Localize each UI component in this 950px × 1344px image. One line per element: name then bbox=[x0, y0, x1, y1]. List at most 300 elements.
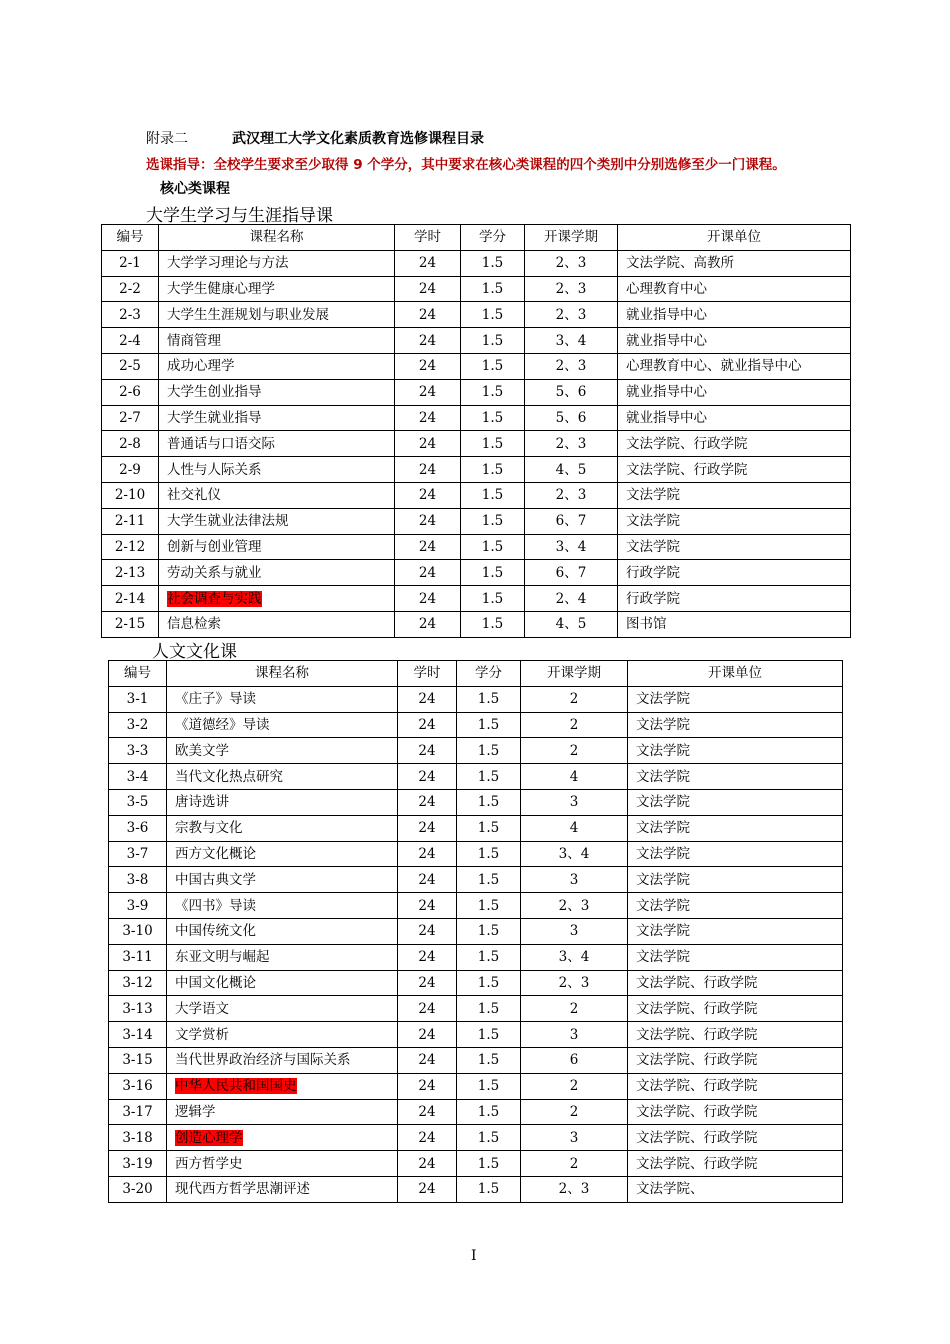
course-unit: 文法学院 bbox=[636, 794, 690, 811]
column-header-course-name: 课程名称 bbox=[159, 225, 395, 251]
table-row bbox=[109, 841, 843, 867]
table-row bbox=[109, 686, 843, 712]
course-unit: 文法学院 bbox=[636, 897, 690, 914]
course-id: 2-1 bbox=[119, 255, 141, 272]
course-credits: 1.5 bbox=[477, 923, 500, 940]
column-header-course-hours: 学时 bbox=[398, 661, 457, 687]
course-id-cell bbox=[109, 1022, 167, 1048]
course-term: 2、3 bbox=[555, 487, 587, 504]
course-unit-cell bbox=[618, 482, 851, 508]
course-unit-cell bbox=[628, 1125, 843, 1151]
course-unit-cell bbox=[628, 764, 843, 790]
column-header-course-unit: 开课单位 bbox=[628, 661, 843, 687]
course-hours-cell bbox=[398, 1099, 457, 1125]
course-hours: 24 bbox=[418, 461, 437, 478]
course-unit: 心理教育中心、就业指导中心 bbox=[626, 358, 802, 375]
table-row bbox=[102, 250, 851, 276]
course-credits-cell bbox=[457, 712, 521, 738]
column-header-course-id: 编号 bbox=[102, 225, 159, 251]
section-title-humanities: 人文文化课 bbox=[152, 642, 237, 662]
course-credits: 1.5 bbox=[481, 255, 504, 272]
course-term-cell bbox=[521, 1176, 628, 1202]
table-row bbox=[102, 353, 851, 379]
course-term-cell bbox=[521, 841, 628, 867]
course-hours-cell bbox=[395, 586, 461, 612]
column-header-course-unit: 开课单位 bbox=[618, 225, 851, 251]
course-unit-cell bbox=[628, 1176, 843, 1202]
course-name-cell bbox=[159, 611, 395, 637]
course-term-cell bbox=[521, 738, 628, 764]
course-name-cell bbox=[159, 379, 395, 405]
course-credits-cell bbox=[457, 1073, 521, 1099]
column-header-course-credits: 学分 bbox=[457, 661, 521, 687]
course-hours: 24 bbox=[418, 1078, 436, 1095]
course-hours: 24 bbox=[418, 358, 437, 375]
table-row bbox=[102, 611, 851, 637]
table-row bbox=[109, 996, 843, 1022]
course-credits-cell bbox=[461, 586, 525, 612]
course-unit-cell bbox=[628, 970, 843, 996]
course-hours-cell bbox=[398, 944, 457, 970]
course-hours: 24 bbox=[418, 1103, 436, 1120]
course-unit: 心理教育中心 bbox=[626, 280, 707, 297]
course-hours: 24 bbox=[418, 742, 436, 759]
course-name: 大学生健康心理学 bbox=[167, 280, 275, 297]
course-name: 逻辑学 bbox=[175, 1103, 216, 1120]
course-name: 情商管理 bbox=[167, 332, 221, 349]
course-id-cell bbox=[102, 482, 159, 508]
course-name: 信息检索 bbox=[167, 616, 221, 633]
course-name-cell bbox=[167, 918, 398, 944]
course-unit-cell bbox=[618, 534, 851, 560]
course-credits: 1.5 bbox=[481, 306, 504, 323]
course-id-cell bbox=[102, 508, 159, 534]
course-name-cell bbox=[167, 1099, 398, 1125]
course-unit-cell bbox=[618, 250, 851, 276]
course-id: 2-6 bbox=[119, 384, 141, 401]
course-name: 创新与创业管理 bbox=[167, 538, 262, 555]
page-number: I bbox=[471, 1248, 477, 1264]
course-credits: 1.5 bbox=[481, 280, 504, 297]
course-id: 3-11 bbox=[122, 949, 153, 966]
course-hours-cell bbox=[398, 1022, 457, 1048]
course-term: 4、5 bbox=[555, 616, 587, 633]
course-term: 3 bbox=[569, 923, 579, 940]
course-unit: 文法学院、行政学院 bbox=[626, 435, 748, 452]
course-term: 2、3 bbox=[555, 358, 587, 375]
course-credits-cell bbox=[457, 686, 521, 712]
course-credits: 1.5 bbox=[481, 358, 504, 375]
course-unit-cell bbox=[628, 996, 843, 1022]
course-hours: 24 bbox=[418, 768, 436, 785]
course-credits-cell bbox=[461, 405, 525, 431]
course-name-cell bbox=[167, 764, 398, 790]
course-hours: 24 bbox=[418, 384, 437, 401]
course-name: 《道德经》导读 bbox=[175, 716, 270, 733]
course-id-cell bbox=[102, 534, 159, 560]
course-id: 3-2 bbox=[126, 716, 149, 733]
course-id-cell bbox=[102, 586, 159, 612]
course-name: 宗教与文化 bbox=[175, 820, 243, 837]
course-id-cell bbox=[109, 686, 167, 712]
course-term: 2 bbox=[569, 1078, 579, 1095]
course-hours: 24 bbox=[418, 949, 436, 966]
course-name: 西方文化概论 bbox=[175, 845, 256, 862]
course-credits: 1.5 bbox=[481, 487, 504, 504]
course-hours-cell bbox=[398, 738, 457, 764]
course-id-cell bbox=[109, 764, 167, 790]
course-hours-cell bbox=[398, 867, 457, 893]
course-credits-cell bbox=[461, 508, 525, 534]
course-unit: 就业指导中心 bbox=[626, 332, 707, 349]
course-term: 3 bbox=[569, 794, 579, 811]
course-credits: 1.5 bbox=[481, 616, 504, 633]
course-id: 3-5 bbox=[126, 794, 149, 811]
course-name-cell bbox=[167, 1047, 398, 1073]
table-row bbox=[109, 1099, 843, 1125]
course-id-cell bbox=[109, 867, 167, 893]
course-name-cell bbox=[159, 482, 395, 508]
course-name-cell bbox=[159, 431, 395, 457]
course-unit: 文法学院、行政学院 bbox=[626, 461, 748, 478]
course-name: 西方哲学史 bbox=[175, 1155, 243, 1172]
course-credits: 1.5 bbox=[481, 409, 504, 426]
course-name-cell bbox=[167, 893, 398, 919]
table-row bbox=[109, 1047, 843, 1073]
course-id: 2-3 bbox=[119, 306, 141, 323]
course-id: 3-12 bbox=[122, 974, 153, 991]
course-unit-cell bbox=[628, 1047, 843, 1073]
course-term-cell bbox=[521, 712, 628, 738]
table-row bbox=[102, 379, 851, 405]
course-term: 2 bbox=[569, 742, 579, 759]
course-id: 2-10 bbox=[114, 487, 146, 504]
course-name-cell bbox=[167, 867, 398, 893]
course-term-cell bbox=[521, 970, 628, 996]
table-row bbox=[102, 508, 851, 534]
course-name: 大学生创业指导 bbox=[167, 384, 262, 401]
course-credits: 1.5 bbox=[481, 384, 504, 401]
course-name: 欧美文学 bbox=[175, 742, 229, 759]
course-id-cell bbox=[109, 918, 167, 944]
course-term: 3 bbox=[569, 1129, 579, 1146]
course-id: 3-9 bbox=[126, 897, 149, 914]
course-unit: 文法学院、行政学院 bbox=[636, 1078, 758, 1095]
table-row bbox=[109, 918, 843, 944]
course-id-cell bbox=[109, 1176, 167, 1202]
table-row bbox=[109, 1125, 843, 1151]
course-name-cell bbox=[159, 353, 395, 379]
table-row bbox=[102, 328, 851, 354]
course-term: 3、4 bbox=[558, 949, 590, 966]
course-term-cell bbox=[521, 1151, 628, 1177]
course-hours: 24 bbox=[418, 845, 436, 862]
course-hours-cell bbox=[398, 1047, 457, 1073]
course-hours-cell bbox=[398, 893, 457, 919]
course-name-cell bbox=[159, 508, 395, 534]
course-unit-cell bbox=[628, 738, 843, 764]
course-credits-cell bbox=[457, 1125, 521, 1151]
course-unit: 就业指导中心 bbox=[626, 306, 707, 323]
course-term: 2 bbox=[569, 691, 579, 708]
course-hours-cell bbox=[395, 276, 461, 302]
course-name: 人性与人际关系 bbox=[167, 461, 262, 478]
course-name-cell bbox=[167, 1151, 398, 1177]
course-id: 3-7 bbox=[126, 845, 149, 862]
course-term: 2、3 bbox=[555, 255, 587, 272]
course-term-cell bbox=[521, 789, 628, 815]
course-hours-cell bbox=[395, 302, 461, 328]
course-term-cell bbox=[525, 250, 618, 276]
course-credits: 1.5 bbox=[477, 1078, 500, 1095]
course-term: 6 bbox=[569, 1052, 579, 1069]
course-hours-cell bbox=[395, 611, 461, 637]
course-hours: 24 bbox=[418, 1181, 436, 1198]
course-term: 2、3 bbox=[555, 435, 587, 452]
table-row bbox=[102, 457, 851, 483]
course-hours-cell bbox=[398, 1151, 457, 1177]
table-row bbox=[102, 482, 851, 508]
course-id: 3-15 bbox=[122, 1052, 153, 1069]
course-name-cell bbox=[159, 328, 395, 354]
course-unit: 文法学院 bbox=[626, 513, 680, 530]
table-row bbox=[109, 1073, 843, 1099]
course-id: 2-11 bbox=[114, 513, 146, 530]
course-term: 3、4 bbox=[558, 845, 590, 862]
column-header-course-name: 课程名称 bbox=[167, 661, 398, 687]
course-credits: 1.5 bbox=[481, 538, 504, 555]
course-credits-cell bbox=[461, 250, 525, 276]
course-credits-cell bbox=[457, 1099, 521, 1125]
course-credits: 1.5 bbox=[477, 716, 500, 733]
table-row bbox=[109, 789, 843, 815]
course-credits-cell bbox=[457, 1176, 521, 1202]
course-credits-cell bbox=[457, 789, 521, 815]
course-hours-cell bbox=[398, 996, 457, 1022]
course-unit-cell bbox=[618, 328, 851, 354]
course-term: 2、3 bbox=[558, 897, 590, 914]
course-hours-cell bbox=[398, 918, 457, 944]
course-credits-cell bbox=[457, 738, 521, 764]
table-row bbox=[109, 1022, 843, 1048]
course-name: 《四书》导读 bbox=[175, 897, 256, 914]
course-unit: 文法学院 bbox=[636, 949, 690, 966]
course-name: 大学生就业指导 bbox=[167, 409, 262, 426]
course-name-cell bbox=[167, 1073, 398, 1099]
humanities-course-table bbox=[108, 660, 843, 1203]
course-credits: 1.5 bbox=[477, 1052, 500, 1069]
course-id-cell bbox=[102, 560, 159, 586]
course-id-cell bbox=[109, 1073, 167, 1099]
course-term-cell bbox=[525, 534, 618, 560]
course-unit: 文法学院、行政学院 bbox=[636, 1000, 758, 1017]
course-term-cell bbox=[525, 405, 618, 431]
document-title: 武汉理工大学文化素质教育选修课程目录 bbox=[232, 131, 484, 147]
course-id-cell bbox=[109, 944, 167, 970]
course-credits: 1.5 bbox=[477, 1103, 500, 1120]
course-unit: 文法学院、高教所 bbox=[626, 255, 734, 272]
course-name-cell bbox=[159, 405, 395, 431]
column-header-course-term: 开课学期 bbox=[525, 225, 618, 251]
course-credits-cell bbox=[461, 302, 525, 328]
course-credits: 1.5 bbox=[477, 974, 500, 991]
course-unit: 文法学院、行政学院 bbox=[636, 1103, 758, 1120]
table-row bbox=[102, 586, 851, 612]
course-id: 3-8 bbox=[126, 871, 149, 888]
course-credits-cell bbox=[461, 379, 525, 405]
course-credits-cell bbox=[461, 534, 525, 560]
course-id: 3-19 bbox=[122, 1155, 153, 1172]
course-name-cell bbox=[167, 815, 398, 841]
course-hours-cell bbox=[398, 764, 457, 790]
course-hours-cell bbox=[398, 686, 457, 712]
course-credits: 1.5 bbox=[477, 845, 500, 862]
course-id: 2-2 bbox=[119, 280, 141, 297]
course-hours: 24 bbox=[418, 794, 436, 811]
course-name: 社会调查与实践 bbox=[167, 590, 262, 607]
course-unit-cell bbox=[618, 379, 851, 405]
course-credits-cell bbox=[457, 1047, 521, 1073]
course-hours: 24 bbox=[418, 513, 437, 530]
course-id-cell bbox=[102, 328, 159, 354]
course-term-cell bbox=[521, 1047, 628, 1073]
course-credits-cell bbox=[461, 328, 525, 354]
course-credits-cell bbox=[457, 996, 521, 1022]
course-id: 2-13 bbox=[114, 564, 146, 581]
course-hours-cell bbox=[395, 328, 461, 354]
course-id: 3-6 bbox=[126, 820, 149, 837]
course-hours-cell bbox=[398, 789, 457, 815]
course-term: 2、3 bbox=[555, 280, 587, 297]
course-name-cell bbox=[159, 560, 395, 586]
course-unit: 图书馆 bbox=[626, 616, 667, 633]
table-row bbox=[102, 534, 851, 560]
course-term-cell bbox=[521, 1099, 628, 1125]
course-hours: 24 bbox=[418, 1052, 436, 1069]
course-name-cell bbox=[167, 712, 398, 738]
course-id-cell bbox=[102, 302, 159, 328]
appendix-label: 附录二 bbox=[146, 131, 188, 147]
course-unit: 文法学院、行政学院 bbox=[636, 1052, 758, 1069]
course-term-cell bbox=[525, 302, 618, 328]
table-row bbox=[109, 738, 843, 764]
course-name-cell bbox=[167, 944, 398, 970]
course-name: 当代文化热点研究 bbox=[175, 768, 283, 785]
course-unit-cell bbox=[618, 586, 851, 612]
course-id-cell bbox=[109, 1047, 167, 1073]
table-row bbox=[109, 970, 843, 996]
course-term: 2、4 bbox=[555, 590, 587, 607]
course-id-cell bbox=[109, 738, 167, 764]
table-row bbox=[102, 560, 851, 586]
course-unit: 文法学院、行政学院 bbox=[636, 974, 758, 991]
course-unit: 就业指导中心 bbox=[626, 384, 707, 401]
course-credits-cell bbox=[457, 1022, 521, 1048]
course-id: 3-16 bbox=[122, 1078, 153, 1095]
course-id-cell bbox=[109, 970, 167, 996]
course-term: 4、5 bbox=[555, 461, 587, 478]
course-term: 2 bbox=[569, 1000, 579, 1017]
course-term-cell bbox=[521, 867, 628, 893]
course-unit-cell bbox=[618, 508, 851, 534]
course-name-cell bbox=[167, 738, 398, 764]
course-term: 5、6 bbox=[555, 384, 587, 401]
course-unit-cell bbox=[628, 1022, 843, 1048]
course-unit-cell bbox=[618, 353, 851, 379]
course-hours: 24 bbox=[418, 871, 436, 888]
course-selection-guidance: 选课指导：全校学生要求至少取得 9 个学分，其中要求在核心类课程的四个类别中分别选修至少一门课程。 bbox=[146, 157, 786, 173]
course-name-cell bbox=[167, 789, 398, 815]
course-hours-cell bbox=[398, 841, 457, 867]
course-credits: 1.5 bbox=[477, 1155, 500, 1172]
course-name: 《庄子》导读 bbox=[175, 691, 256, 708]
course-id-cell bbox=[109, 1125, 167, 1151]
course-term-cell bbox=[521, 944, 628, 970]
course-credits: 1.5 bbox=[477, 820, 500, 837]
course-unit: 文法学院 bbox=[636, 871, 690, 888]
course-hours-cell bbox=[398, 1125, 457, 1151]
course-id: 3-3 bbox=[126, 742, 149, 759]
course-hours: 24 bbox=[418, 923, 436, 940]
course-id: 3-18 bbox=[122, 1129, 153, 1146]
course-id: 3-14 bbox=[122, 1026, 153, 1043]
course-term-cell bbox=[525, 611, 618, 637]
course-term: 2 bbox=[569, 1103, 579, 1120]
course-credits: 1.5 bbox=[477, 794, 500, 811]
course-id-cell bbox=[102, 405, 159, 431]
course-id: 2-14 bbox=[114, 590, 146, 607]
course-hours-cell bbox=[395, 508, 461, 534]
course-unit-cell bbox=[628, 867, 843, 893]
course-credits-cell bbox=[461, 276, 525, 302]
column-header-course-id: 编号 bbox=[109, 661, 167, 687]
course-id-cell bbox=[109, 841, 167, 867]
course-term: 5、6 bbox=[555, 409, 587, 426]
course-hours: 24 bbox=[418, 487, 437, 504]
course-hours: 24 bbox=[418, 1155, 436, 1172]
course-unit-cell bbox=[628, 1099, 843, 1125]
course-term-cell bbox=[525, 353, 618, 379]
course-unit: 行政学院 bbox=[626, 564, 680, 581]
course-unit-cell bbox=[628, 841, 843, 867]
course-credits: 1.5 bbox=[477, 1181, 500, 1198]
course-id-cell bbox=[102, 611, 159, 637]
course-unit: 文法学院 bbox=[636, 845, 690, 862]
course-term: 3、4 bbox=[555, 332, 587, 349]
course-hours: 24 bbox=[418, 1129, 436, 1146]
course-hours: 24 bbox=[418, 691, 436, 708]
course-term: 2、3 bbox=[555, 306, 587, 323]
course-credits-cell bbox=[457, 918, 521, 944]
course-credits-cell bbox=[457, 893, 521, 919]
column-header-course-hours: 学时 bbox=[395, 225, 461, 251]
course-unit: 文法学院、行政学院 bbox=[636, 1129, 758, 1146]
course-name: 社交礼仪 bbox=[167, 487, 221, 504]
course-name-cell bbox=[167, 686, 398, 712]
course-term: 2、3 bbox=[558, 1181, 590, 1198]
course-hours-cell bbox=[398, 970, 457, 996]
course-credits-cell bbox=[461, 457, 525, 483]
course-hours: 24 bbox=[418, 409, 437, 426]
course-unit-cell bbox=[618, 560, 851, 586]
course-name: 当代世界政治经济与国际关系 bbox=[175, 1052, 351, 1069]
course-hours: 24 bbox=[418, 538, 437, 555]
course-term-cell bbox=[521, 1073, 628, 1099]
course-term: 3、4 bbox=[555, 538, 587, 555]
course-name: 唐诗选讲 bbox=[175, 794, 229, 811]
course-credits: 1.5 bbox=[477, 897, 500, 914]
table-row bbox=[109, 1151, 843, 1177]
